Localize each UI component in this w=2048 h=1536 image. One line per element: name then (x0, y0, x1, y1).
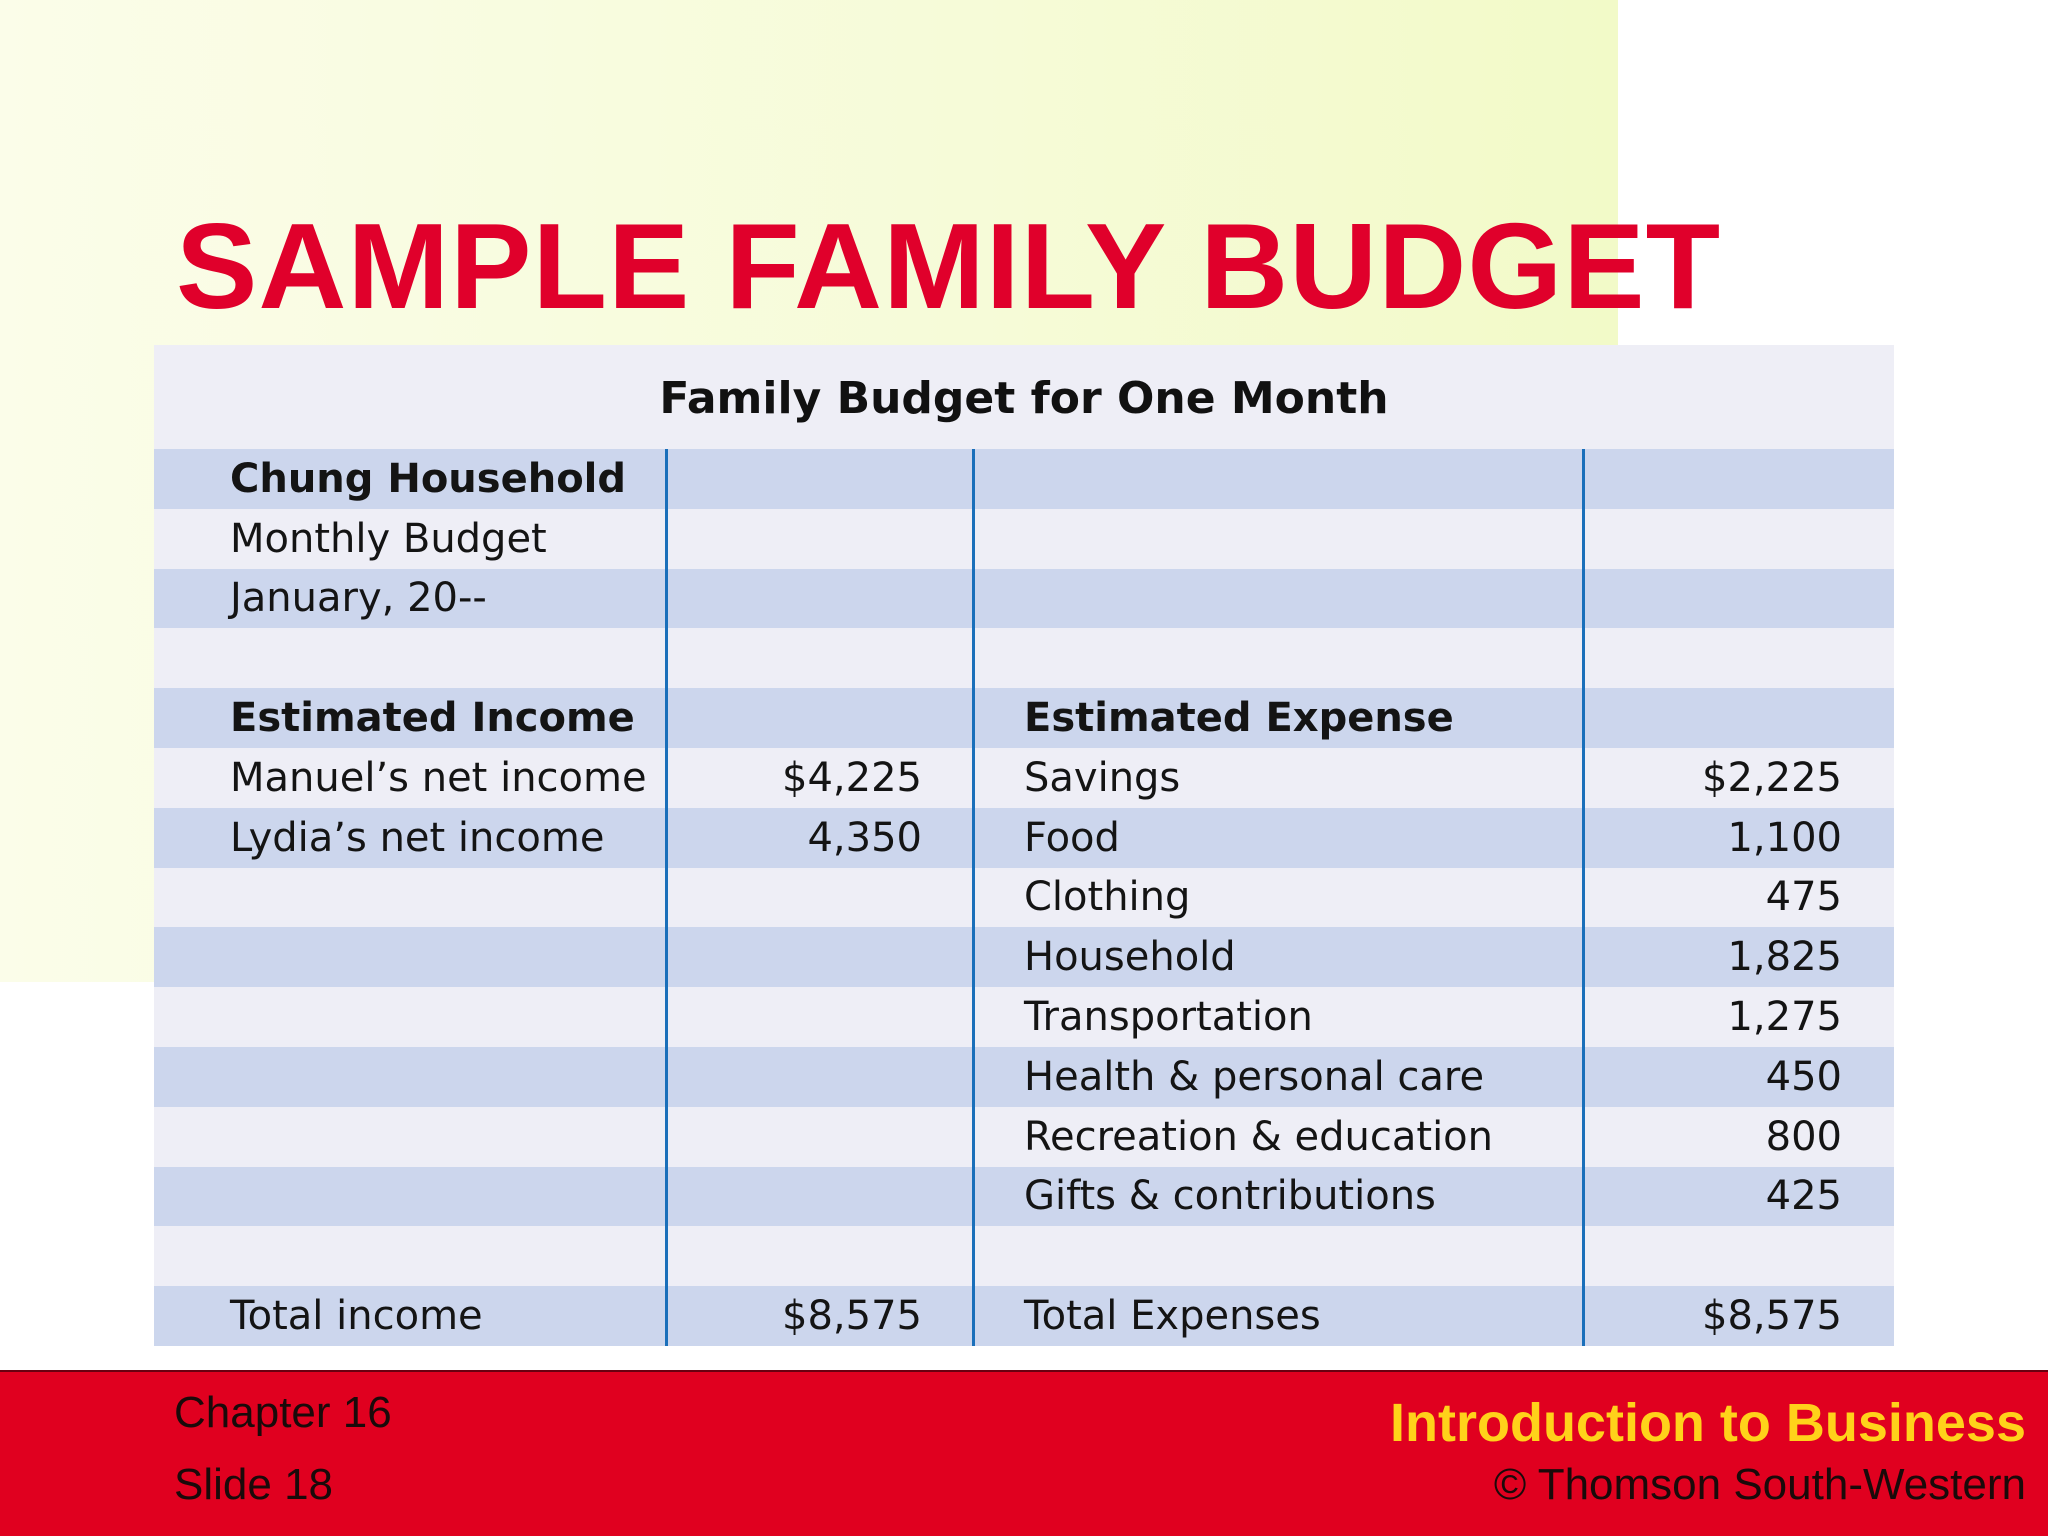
table-row (154, 1167, 1894, 1227)
table-row (154, 1107, 1894, 1167)
table-rows (154, 449, 1894, 1346)
table-cell-c2: 4,350 (807, 814, 922, 861)
table-row (154, 927, 1894, 987)
table-cell-c1: January, 20-- (230, 575, 487, 622)
table-row (154, 449, 1894, 509)
table-row (154, 868, 1894, 928)
footer-chapter: Chapter 16 (174, 1388, 392, 1437)
table-cell-c4: 1,275 (1727, 994, 1842, 1041)
table-cell-c1: Total income (230, 1293, 483, 1340)
table-cell-c3: Household (1024, 934, 1236, 981)
column-rule (1582, 449, 1585, 1346)
table-heading: Family Budget for One Month (659, 373, 1389, 424)
table-row (154, 509, 1894, 569)
column-rule (665, 449, 668, 1346)
table-cell-c3: Health & personal care (1024, 1053, 1485, 1100)
table-row (154, 569, 1894, 629)
table-cell-c1: Monthly Budget (230, 515, 547, 562)
table-row (154, 987, 1894, 1047)
table-cell-c4: 800 (1765, 1113, 1842, 1160)
table-cell-c4: 1,825 (1727, 934, 1842, 981)
table-row (154, 1286, 1894, 1346)
table-cell-c3: Transportation (1024, 994, 1313, 1041)
table-row (154, 1226, 1894, 1286)
table-cell-c3: Savings (1024, 754, 1181, 801)
table-cell-c3: Gifts & contributions (1024, 1173, 1436, 1220)
footer-bar (0, 1370, 2048, 1536)
column-rule (972, 449, 975, 1346)
budget-table (154, 345, 1894, 1346)
table-cell-c1: Chung Household (230, 455, 627, 502)
table-cell-c3: Food (1024, 814, 1120, 861)
table-row (154, 748, 1894, 808)
table-cell-c1: Manuel’s net income (230, 754, 647, 801)
footer-slide-number: Slide 18 (174, 1460, 334, 1509)
table-row (154, 808, 1894, 868)
footer-copyright: © Thomson South-Western (1493, 1460, 2026, 1509)
table-row (154, 1047, 1894, 1107)
table-cell-c2: $8,575 (782, 1293, 922, 1340)
table-cell-c4: $2,225 (1702, 754, 1842, 801)
table-cell-c1: Lydia’s net income (230, 814, 605, 861)
table-cell-c3: Total Expenses (1024, 1293, 1321, 1340)
table-cell-c3: Recreation & education (1024, 1113, 1494, 1160)
table-cell-c3: Estimated Expense (1024, 695, 1454, 742)
slide-title: SAMPLE FAMILY BUDGET (176, 198, 1722, 334)
table-cell-c2: $4,225 (782, 754, 922, 801)
table-row (154, 628, 1894, 688)
footer-course-title: Introduction to Business (1389, 1393, 2026, 1453)
table-cell-c3: Clothing (1024, 874, 1191, 921)
table-row (154, 688, 1894, 748)
table-cell-c4: 475 (1765, 874, 1842, 921)
table-cell-c4: $8,575 (1702, 1293, 1842, 1340)
table-cell-c1: Estimated Income (230, 695, 635, 742)
table-cell-c4: 450 (1765, 1053, 1842, 1100)
table-cell-c4: 1,100 (1727, 814, 1842, 861)
table-cell-c4: 425 (1765, 1173, 1842, 1220)
